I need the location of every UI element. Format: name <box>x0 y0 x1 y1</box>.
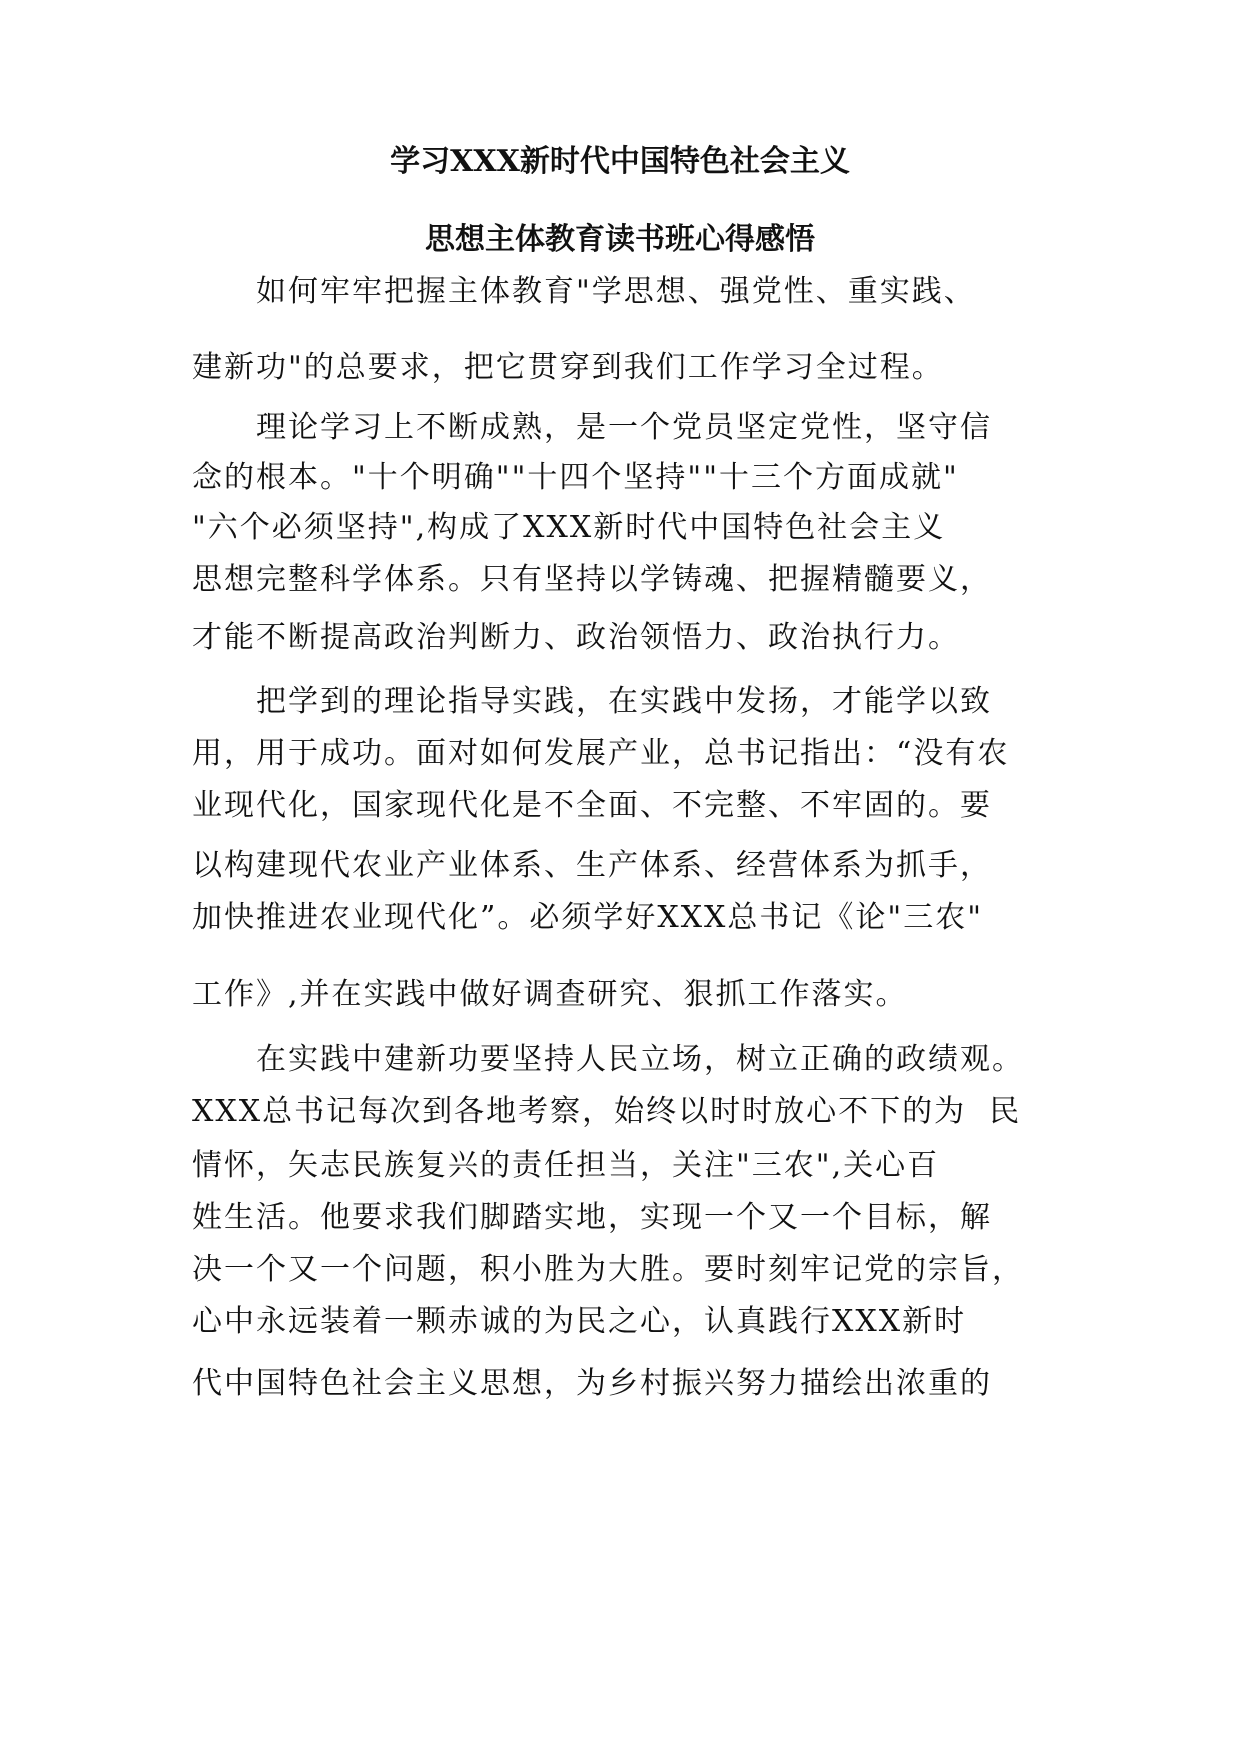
document-title-line-1: 学习XXX新时代中国特色社会主义 <box>390 144 850 179</box>
document-title-line-2: 思想主体教育读书班心得感悟 <box>425 222 815 257</box>
paragraph-3-line-1: 把学到的理论指导实践，在实践中发扬，才能学以致 <box>256 684 992 719</box>
paragraph-3-line-4: 以构建现代农业产业体系、生产体系、经营体系为抓手， <box>192 848 992 883</box>
paragraph-4-line-7: 代中国特色社会主义思想，为乡村振兴努力描绘出浓重的 <box>192 1366 992 1401</box>
paragraph-2-line-2: 念的根本。"十个明确""十四个坚持""十三个方面成就" <box>192 460 959 495</box>
paragraph-2-line-4: 思想完整科学体系。只有坚持以学铸魂、把握精髓要义， <box>192 562 992 597</box>
paragraph-2-line-3: "六个必须坚持",构成了XXX新时代中国特色社会主义 <box>192 510 946 545</box>
paragraph-2-line-5: 才能不断提高政治判断力、政治领悟力、政治执行力。 <box>192 620 960 655</box>
paragraph-4-line-5: 决一个又一个问题，积小胜为大胜。要时刻牢记党的宗旨， <box>192 1252 1024 1287</box>
paragraph-4-line-3: 情怀，矢志民族复兴的责任担当，关注"三农",关心百 <box>192 1148 940 1183</box>
paragraph-2-line-1: 理论学习上不断成熟，是一个党员坚定党性，坚守信 <box>256 410 992 445</box>
paragraph-4-line-2: XXX总书记每次到各地考察，始终以时时放心不下的为 民 <box>192 1094 1022 1129</box>
paragraph-4-line-1: 在实践中建新功要坚持人民立场，树立正确的政绩观。 <box>256 1042 1024 1077</box>
paragraph-3-line-5: 加快推进农业现代化”。必须学好XXX总书记《论"三农" <box>192 900 984 935</box>
paragraph-3-line-2: 用，用于成功。面对如何发展产业，总书记指出：“没有农 <box>192 736 1010 771</box>
paragraph-4-line-6: 心中永远装着一颗赤诚的为民之心，认真践行XXX新时 <box>192 1304 967 1339</box>
paragraph-4-line-4: 姓生活。他要求我们脚踏实地，实现一个又一个目标，解 <box>192 1200 992 1235</box>
paragraph-3-line-6: 工作》,并在实践中做好调查研究、狠抓工作落实。 <box>192 977 908 1012</box>
paragraph-1-line-1: 如何牢牢把握主体教育"学思想、强党性、重实践、 <box>256 274 976 309</box>
paragraph-1-line-2: 建新功"的总要求，把它贯穿到我们工作学习全过程。 <box>192 350 944 385</box>
paragraph-3-line-3: 业现代化，国家现代化是不全面、不完整、不牢固的。要 <box>192 788 992 823</box>
